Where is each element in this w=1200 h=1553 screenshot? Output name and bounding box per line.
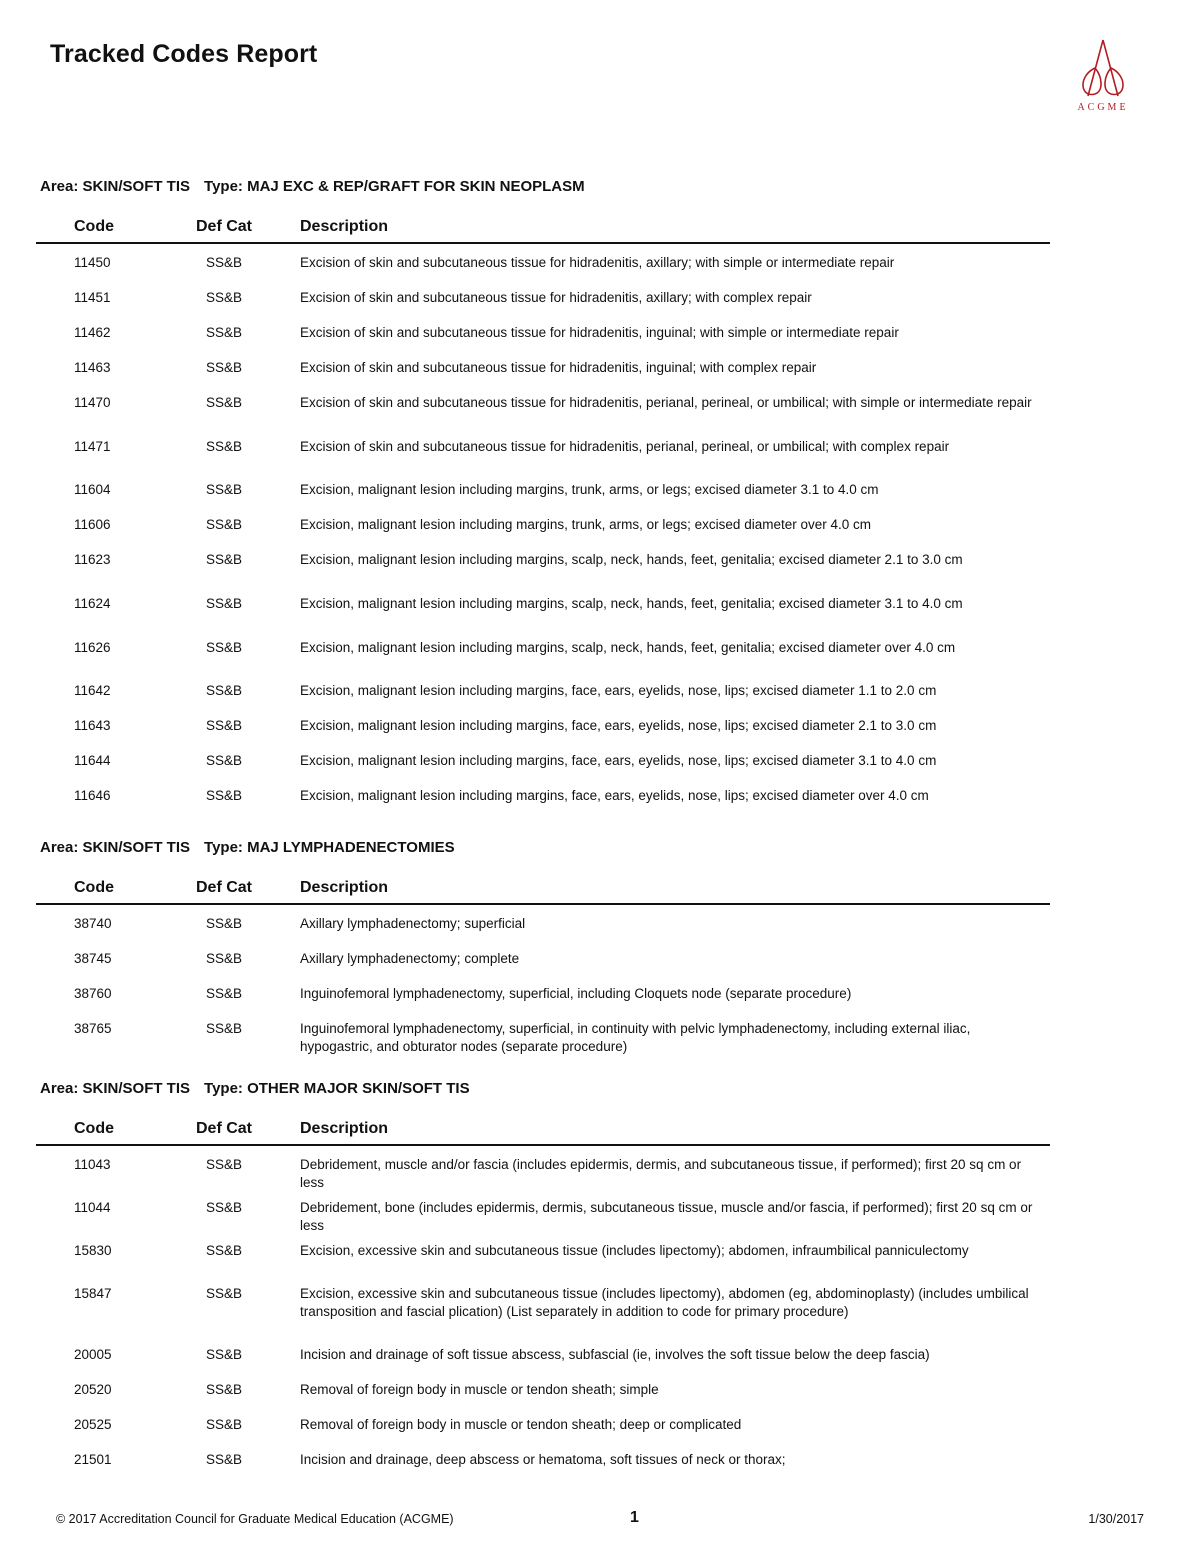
table-body bbox=[36, 1156, 1050, 1486]
defcat-cell: SS&B bbox=[206, 1382, 243, 1397]
defcat-cell: SS&B bbox=[206, 788, 243, 803]
code-cell: 11463 bbox=[74, 360, 111, 375]
page-title: Tracked Codes Report bbox=[50, 40, 318, 68]
description-cell: Excision, malignant lesion including margins, scalp, neck, hands, feet, genitalia; excised diameter 3.1 to 4.0 cm bbox=[300, 596, 963, 611]
table-row bbox=[36, 985, 1050, 1020]
type-label: Type: MAJ LYMPHADENECTOMIES bbox=[204, 839, 455, 856]
defcat-cell: SS&B bbox=[206, 1452, 243, 1467]
description-cell: Excision, malignant lesion including margins, face, ears, eyelids, nose, lips; excised diameter 1.1 to 2.0 cm bbox=[300, 683, 937, 698]
code-cell: 11470 bbox=[74, 395, 111, 410]
description-cell: Excision, malignant lesion including margins, scalp, neck, hands, feet, genitalia; excised diameter 2.1 to 3.0 cm bbox=[300, 552, 963, 567]
table-header bbox=[36, 218, 1050, 244]
code-cell: 21501 bbox=[74, 1452, 112, 1467]
description-header: Description bbox=[300, 879, 389, 896]
code-cell: 11643 bbox=[74, 718, 111, 733]
table-row bbox=[36, 717, 1050, 752]
defcat-header: Def Cat bbox=[196, 218, 253, 235]
table-row bbox=[36, 1451, 1050, 1486]
code-cell: 38765 bbox=[74, 1021, 112, 1036]
table-row bbox=[36, 595, 1050, 639]
defcat-cell: SS&B bbox=[206, 552, 243, 567]
defcat-cell: SS&B bbox=[206, 1021, 243, 1036]
table-row bbox=[36, 1156, 1050, 1199]
defcat-cell: SS&B bbox=[206, 951, 243, 966]
code-cell: 38760 bbox=[74, 986, 112, 1001]
table-row bbox=[36, 1416, 1050, 1451]
description-cell: Inguinofemoral lymphadenectomy, superficial, including Cloquets node (separate procedure) bbox=[300, 986, 852, 1001]
table-row bbox=[36, 682, 1050, 717]
description-header: Description bbox=[300, 1120, 389, 1137]
defcat-cell: SS&B bbox=[206, 439, 243, 454]
code-cell: 11471 bbox=[74, 439, 111, 454]
logo-text: ACGME bbox=[1077, 102, 1129, 113]
defcat-header: Def Cat bbox=[196, 879, 253, 896]
table-row bbox=[36, 752, 1050, 787]
code-cell: 11604 bbox=[74, 482, 111, 497]
table-row bbox=[36, 1020, 1050, 1064]
code-cell: 11451 bbox=[74, 290, 111, 305]
description-cell: Incision and drainage of soft tissue abscess, subfascial (ie, involves the soft tissue below the deep fascia) bbox=[300, 1347, 930, 1362]
table-row bbox=[36, 1285, 1050, 1346]
footer-date: 1/30/2017 bbox=[1088, 1512, 1144, 1526]
section-title bbox=[40, 178, 585, 195]
description-cell: Excision, excessive skin and subcutaneous tissue (includes lipectomy); abdomen, infraumbilical panniculectomy bbox=[300, 1243, 969, 1258]
defcat-cell: SS&B bbox=[206, 1200, 243, 1215]
description-cell: Axillary lymphadenectomy; complete bbox=[300, 951, 520, 966]
table-row bbox=[36, 289, 1050, 324]
type-label: Type: OTHER MAJOR SKIN/SOFT TIS bbox=[204, 1080, 470, 1097]
defcat-cell: SS&B bbox=[206, 325, 243, 340]
table-row bbox=[36, 1346, 1050, 1381]
defcat-cell: SS&B bbox=[206, 1347, 243, 1362]
description-cell: Axillary lymphadenectomy; superficial bbox=[300, 916, 526, 931]
code-cell: 11644 bbox=[74, 753, 111, 768]
description-cell: Excision of skin and subcutaneous tissue for hidradenitis, inguinal; with simple or intermediate repair bbox=[300, 325, 899, 340]
code-cell: 15830 bbox=[74, 1243, 112, 1258]
defcat-cell: SS&B bbox=[206, 517, 243, 532]
page-number: 1 bbox=[630, 1509, 639, 1526]
code-cell: 11626 bbox=[74, 640, 111, 655]
table-row bbox=[36, 254, 1050, 289]
description-cell: Excision, malignant lesion including margins, scalp, neck, hands, feet, genitalia; excised diameter over 4.0 cm bbox=[300, 640, 956, 655]
table-row bbox=[36, 324, 1050, 359]
code-cell: 11043 bbox=[74, 1157, 111, 1172]
defcat-cell: SS&B bbox=[206, 1243, 243, 1258]
code-cell: 11624 bbox=[74, 596, 111, 611]
code-cell: 20005 bbox=[74, 1347, 112, 1362]
table-row bbox=[36, 639, 1050, 682]
description-cell: Removal of foreign body in muscle or tendon sheath; deep or complicated bbox=[300, 1417, 742, 1432]
description-cell: Excision, excessive skin and subcutaneous tissue (includes lipectomy), abdomen (eg, abdominoplasty) (includes umbilical transposition and fascial plication) (List separately in addition to code for primary procedure) bbox=[300, 1286, 1029, 1319]
code-header: Code bbox=[74, 879, 114, 896]
table-row bbox=[36, 915, 1050, 950]
description-cell: Excision, malignant lesion including margins, face, ears, eyelids, nose, lips; excised diameter 3.1 to 4.0 cm bbox=[300, 753, 937, 768]
description-cell: Excision of skin and subcutaneous tissue for hidradenitis, perianal, perineal, or umbilical; with simple or intermediate repair bbox=[300, 395, 1032, 410]
code-cell: 38740 bbox=[74, 916, 112, 931]
defcat-cell: SS&B bbox=[206, 395, 243, 410]
description-cell: Excision, malignant lesion including margins, face, ears, eyelids, nose, lips; excised diameter 2.1 to 3.0 cm bbox=[300, 718, 937, 733]
table-body bbox=[36, 915, 1050, 1064]
table-row bbox=[36, 787, 1050, 822]
table-row bbox=[36, 1381, 1050, 1416]
description-cell: Excision of skin and subcutaneous tissue for hidradenitis, axillary; with complex repair bbox=[300, 290, 812, 305]
table-row bbox=[36, 1242, 1050, 1285]
code-header: Code bbox=[74, 218, 114, 235]
type-label: Type: MAJ EXC & REP/GRAFT FOR SKIN NEOPLASM bbox=[204, 178, 585, 195]
defcat-cell: SS&B bbox=[206, 482, 243, 497]
code-header: Code bbox=[74, 1120, 114, 1137]
defcat-cell: SS&B bbox=[206, 255, 243, 270]
table-header bbox=[36, 1120, 1050, 1146]
table-header bbox=[36, 879, 1050, 905]
description-cell: Excision of skin and subcutaneous tissue for hidradenitis, inguinal; with complex repair bbox=[300, 360, 817, 375]
code-cell: 11462 bbox=[74, 325, 111, 340]
table-row bbox=[36, 950, 1050, 985]
defcat-cell: SS&B bbox=[206, 640, 243, 655]
table-row bbox=[36, 394, 1050, 438]
description-cell: Excision, malignant lesion including margins, trunk, arms, or legs; excised diameter over 4.0 cm bbox=[300, 517, 871, 532]
description-cell: Excision, malignant lesion including margins, face, ears, eyelids, nose, lips; excised diameter over 4.0 cm bbox=[300, 788, 929, 803]
table-row bbox=[36, 438, 1050, 481]
defcat-cell: SS&B bbox=[206, 718, 243, 733]
code-cell: 11606 bbox=[74, 517, 111, 532]
description-cell: Inguinofemoral lymphadenectomy, superficial, in continuity with pelvic lymphadenectomy, including external iliac, hypogastric, and obturator nodes (separate procedure) bbox=[300, 1021, 971, 1054]
table-row bbox=[36, 551, 1050, 595]
section-title bbox=[40, 839, 455, 856]
description-cell: Removal of foreign body in muscle or tendon sheath; simple bbox=[300, 1382, 659, 1397]
description-cell: Excision of skin and subcutaneous tissue for hidradenitis, axillary; with simple or intermediate repair bbox=[300, 255, 895, 270]
code-cell: 15847 bbox=[74, 1286, 112, 1301]
section-title bbox=[40, 1080, 470, 1097]
defcat-cell: SS&B bbox=[206, 916, 243, 931]
defcat-cell: SS&B bbox=[206, 1286, 243, 1301]
description-header: Description bbox=[300, 218, 389, 235]
code-cell: 11044 bbox=[74, 1200, 111, 1215]
area-label: Area: SKIN/SOFT TIS bbox=[40, 1080, 191, 1097]
defcat-cell: SS&B bbox=[206, 753, 243, 768]
table-row bbox=[36, 1199, 1050, 1242]
code-cell: 20520 bbox=[74, 1382, 112, 1397]
defcat-cell: SS&B bbox=[206, 683, 243, 698]
defcat-cell: SS&B bbox=[206, 986, 243, 1001]
defcat-cell: SS&B bbox=[206, 290, 243, 305]
area-label: Area: SKIN/SOFT TIS bbox=[40, 178, 191, 195]
defcat-header: Def Cat bbox=[196, 1120, 253, 1137]
description-cell: Debridement, bone (includes epidermis, dermis, subcutaneous tissue, muscle and/or fascia, if performed); first 20 sq cm or less bbox=[300, 1200, 1033, 1233]
code-cell: 11623 bbox=[74, 552, 111, 567]
footer-copyright: © 2017 Accreditation Council for Graduate Medical Education (ACGME) bbox=[56, 1512, 454, 1526]
defcat-cell: SS&B bbox=[206, 596, 243, 611]
code-cell: 11450 bbox=[74, 255, 111, 270]
code-cell: 11642 bbox=[74, 683, 111, 698]
description-cell: Incision and drainage, deep abscess or hematoma, soft tissues of neck or thorax; bbox=[300, 1452, 786, 1467]
defcat-cell: SS&B bbox=[206, 1417, 243, 1432]
defcat-cell: SS&B bbox=[206, 360, 243, 375]
table-body bbox=[36, 254, 1050, 822]
description-cell: Excision, malignant lesion including margins, trunk, arms, or legs; excised diameter 3.1 to 4.0 cm bbox=[300, 482, 879, 497]
area-label: Area: SKIN/SOFT TIS bbox=[40, 839, 191, 856]
defcat-cell: SS&B bbox=[206, 1157, 243, 1172]
code-cell: 11646 bbox=[74, 788, 111, 803]
description-cell: Debridement, muscle and/or fascia (includes epidermis, dermis, and subcutaneous tissue, if performed); first 20 sq cm or less bbox=[300, 1157, 1022, 1190]
table-row bbox=[36, 481, 1050, 516]
code-cell: 38745 bbox=[74, 951, 112, 966]
code-cell: 20525 bbox=[74, 1417, 112, 1432]
table-row bbox=[36, 516, 1050, 551]
description-cell: Excision of skin and subcutaneous tissue for hidradenitis, perianal, perineal, or umbilical; with complex repair bbox=[300, 439, 950, 454]
table-row bbox=[36, 359, 1050, 394]
